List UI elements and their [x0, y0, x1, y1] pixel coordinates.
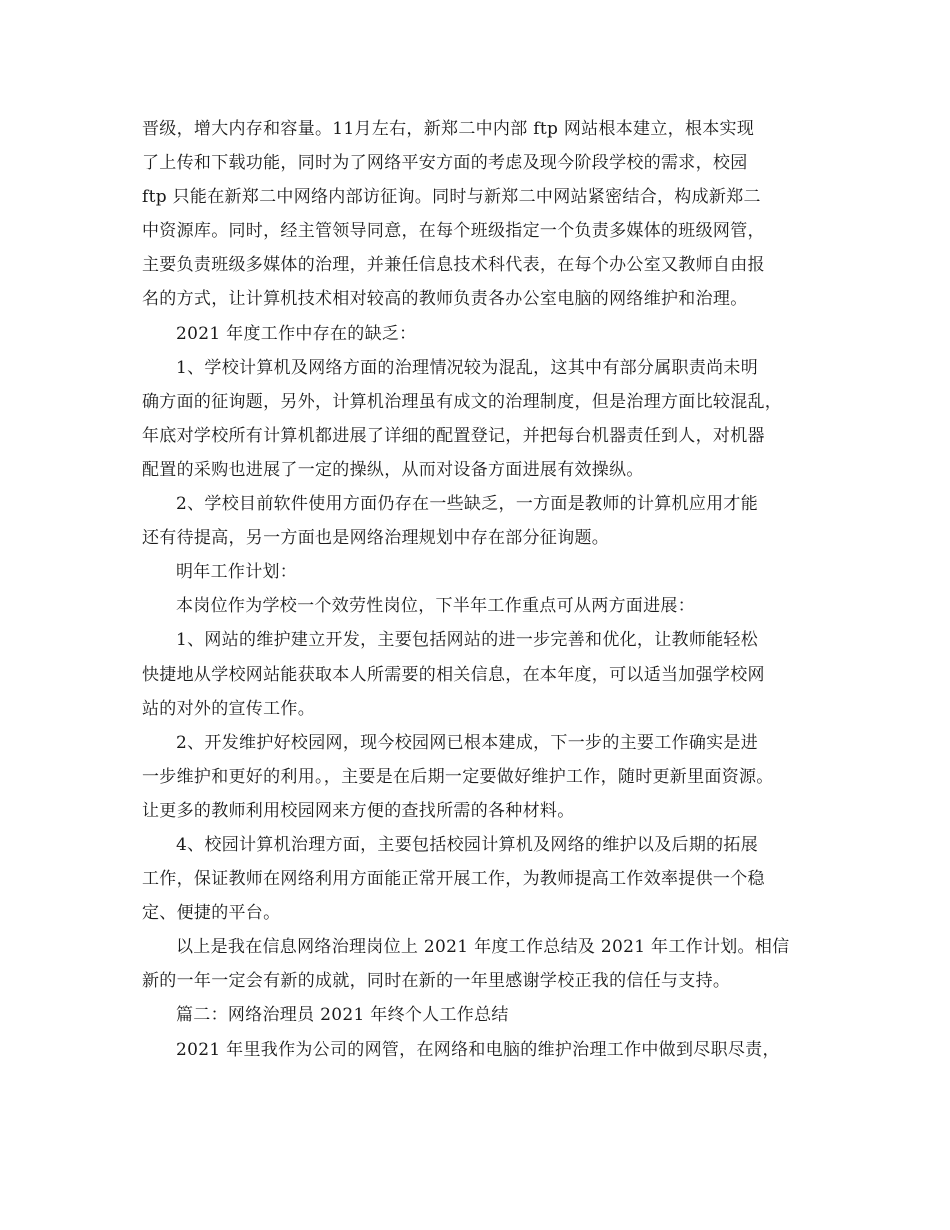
text-line: 工作，保证教师在网络利用方面能正常开展工作，为教师提高工作效率提供一个稳 [142, 869, 765, 890]
text-line: 2021 年度工作中存在的缺乏： [176, 323, 417, 344]
text-line: 2021 年里我作为公司的网管，在网络和电脑的维护治理工作中做到尽职尽责， [176, 1039, 780, 1060]
text-line: 快捷地从学校网站能获取本人所需要的相关信息，在本年度，可以适当加强学校网 [142, 664, 765, 685]
text-line: 名的方式，让计算机技术相对较高的教师负责各办公室电脑的网络维护和治理。 [142, 289, 748, 310]
text-line: 1、网站的维护建立开发，主要包括网站的进一步完善和优化，让教师能轻松 [176, 630, 759, 651]
text-line: 明年工作计划： [176, 562, 298, 583]
text-line: 年底对学校所有计算机都进展了详细的配置登记，并把每台机器责任到人，对机器 [142, 425, 765, 446]
text-line: 一步维护和更好的利用。，主要是在后期一定要做好维护工作，随时更新里面资源。 [142, 766, 774, 787]
text-line: 了上传和下载功能，同时为了网络平安方面的考虑及现今阶段学校的需求，校园 [142, 153, 748, 174]
text-line: 定、便捷的平台。 [142, 903, 281, 924]
text-line: 2、学校目前软件使用方面仍存在一些缺乏，一方面是教师的计算机应用才能 [176, 494, 759, 515]
text-line: 确方面的征询题，另外，计算机治理虽有成文的治理制度，但是治理方面比较混乱， [142, 391, 783, 412]
text-line: 配置的采购也进展了一定的操纵，从而对设备方面进展有效操纵。 [142, 459, 644, 480]
text-line: 2、开发维护好校园网，现今校园网已根本建成，下一步的主要工作确实是进 [176, 732, 759, 753]
text-line: 还有待提高，另一方面也是网络治理规划中存在部分征询题。 [142, 528, 610, 549]
text-line: 以上是我在信息网络治理岗位上 2021 年度工作总结及 2021 年工作计划。相信 [176, 937, 790, 958]
text-line: 站的对外的宣传工作。 [142, 698, 315, 719]
text-line: 晋级，增大内存和容量。11月左右，新郑二中内部 ftp 网站根本建立，根本实现 [142, 119, 755, 139]
text-line: 篇二：网络治理员 2021 年终个人工作总结 [176, 1005, 509, 1026]
text-line: 主要负责班级多媒体的治理，并兼任信息技术科代表，在每个办公室又教师自由报 [142, 255, 765, 276]
text-line: ftp 只能在新郑二中网络内部访征询。同时与新郑二中网站紧密结合，构成新郑二 [142, 187, 761, 208]
text-line: 本岗位作为学校一个效劳性岗位，下半年工作重点可从两方面进展： [176, 596, 695, 617]
text-line: 新的一年一定会有新的成就，同时在新的一年里感谢学校正我的信任与支持。 [142, 971, 731, 992]
text-line: 4、校园计算机治理方面，主要包括校园计算机及网络的维护以及后期的拓展 [176, 834, 759, 855]
text-line: 1、学校计算机及网络方面的治理情况较为混乱，这其中有部分属职责尚未明 [176, 357, 759, 378]
text-line: 中资源库。同时，经主管领导同意，在每个班级指定一个负责多媒体的班级网管， [142, 221, 765, 242]
document-body [142, 112, 810, 1067]
text-line: 让更多的教师利用校园网来方便的查找所需的各种材料。 [142, 800, 575, 821]
